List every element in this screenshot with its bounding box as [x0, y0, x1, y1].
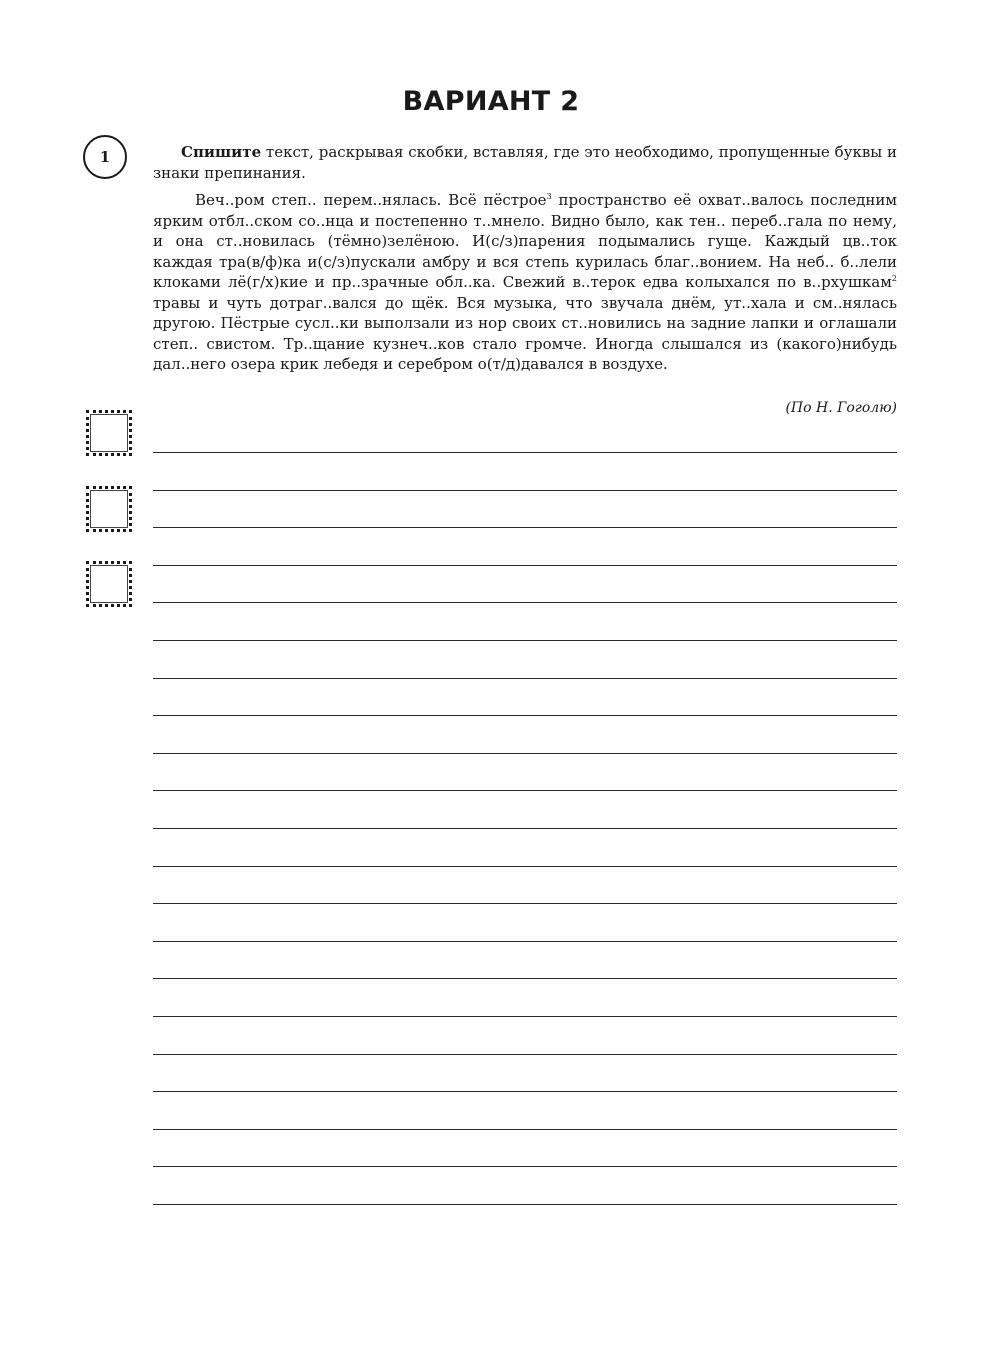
writing-line[interactable]: [153, 1054, 897, 1055]
writing-line[interactable]: [153, 490, 897, 491]
task-instruction: [153, 142, 897, 183]
writing-line[interactable]: [153, 452, 897, 453]
task-passage: [153, 190, 897, 375]
writing-line[interactable]: [153, 640, 897, 641]
writing-line[interactable]: [153, 828, 897, 829]
writing-line[interactable]: [153, 941, 897, 942]
writing-line[interactable]: [153, 715, 897, 716]
writing-line[interactable]: [153, 1016, 897, 1017]
footnote-marker-1: 3: [546, 192, 552, 201]
writing-line[interactable]: [153, 678, 897, 679]
passage-part-3: травы и чуть дотраг..вался до щёк. Вся музыка, что звучала днём, ут..хала и см..нялась другою. Пёстрые сусл..ки выползали из нор своих ст..новились на задние лапки и оглашали степ.. свистом. Тр..щание кузнеч..ков стало громче. Иногда слышался из (какого)нибудь дал..него озера крик лебедя и серебром о(т/д)давался в воздухе.: [153, 293, 897, 373]
writing-line[interactable]: [153, 1129, 897, 1130]
score-box[interactable]: [86, 486, 132, 532]
passage-part-2: пространство её охват..валось последним ярким отбл..ском со..нца и постепенно т..мнело. Видно было, как тен.. переб..гала по нему, и она ст..новилась (тёмно)зелёною. И(с/з)парения подымались гуще. Каждый цв..ток каждая тра(в/ф)ка и(с/з)пускали амбру и вся степь курилась благ..вонием. На неб.. б..лели клоками лё(г/х)кие и пр..зрачные обл..ка. Свежий в..терок едва колыхался по в..рхушкам: [153, 191, 897, 291]
writing-line[interactable]: [153, 753, 897, 754]
score-box[interactable]: [86, 410, 132, 456]
task-number-badge: [83, 135, 127, 179]
score-box[interactable]: [86, 561, 132, 607]
writing-line[interactable]: [153, 602, 897, 603]
writing-line[interactable]: [153, 565, 897, 566]
writing-line[interactable]: [153, 1204, 897, 1205]
passage-part-1: Веч..ром степ.. перем..нялась. Всё пёстрое: [195, 191, 547, 209]
footnote-marker-2: 2: [891, 274, 897, 283]
writing-line[interactable]: [153, 978, 897, 979]
writing-line[interactable]: [153, 790, 897, 791]
instruction-text: текст, раскрывая скобки, вставляя, где это необходимо, пропущенные буквы и знаки препинания.: [153, 143, 897, 182]
task-number: 1: [99, 148, 111, 166]
writing-line[interactable]: [153, 1091, 897, 1092]
text-source-attribution: (По Н. Гоголю): [785, 400, 897, 416]
page-title: ВАРИАНТ 2: [402, 86, 580, 117]
writing-line[interactable]: [153, 1166, 897, 1167]
instruction-keyword: Спишите: [181, 143, 262, 161]
writing-line[interactable]: [153, 903, 897, 904]
writing-line[interactable]: [153, 866, 897, 867]
writing-line[interactable]: [153, 527, 897, 528]
